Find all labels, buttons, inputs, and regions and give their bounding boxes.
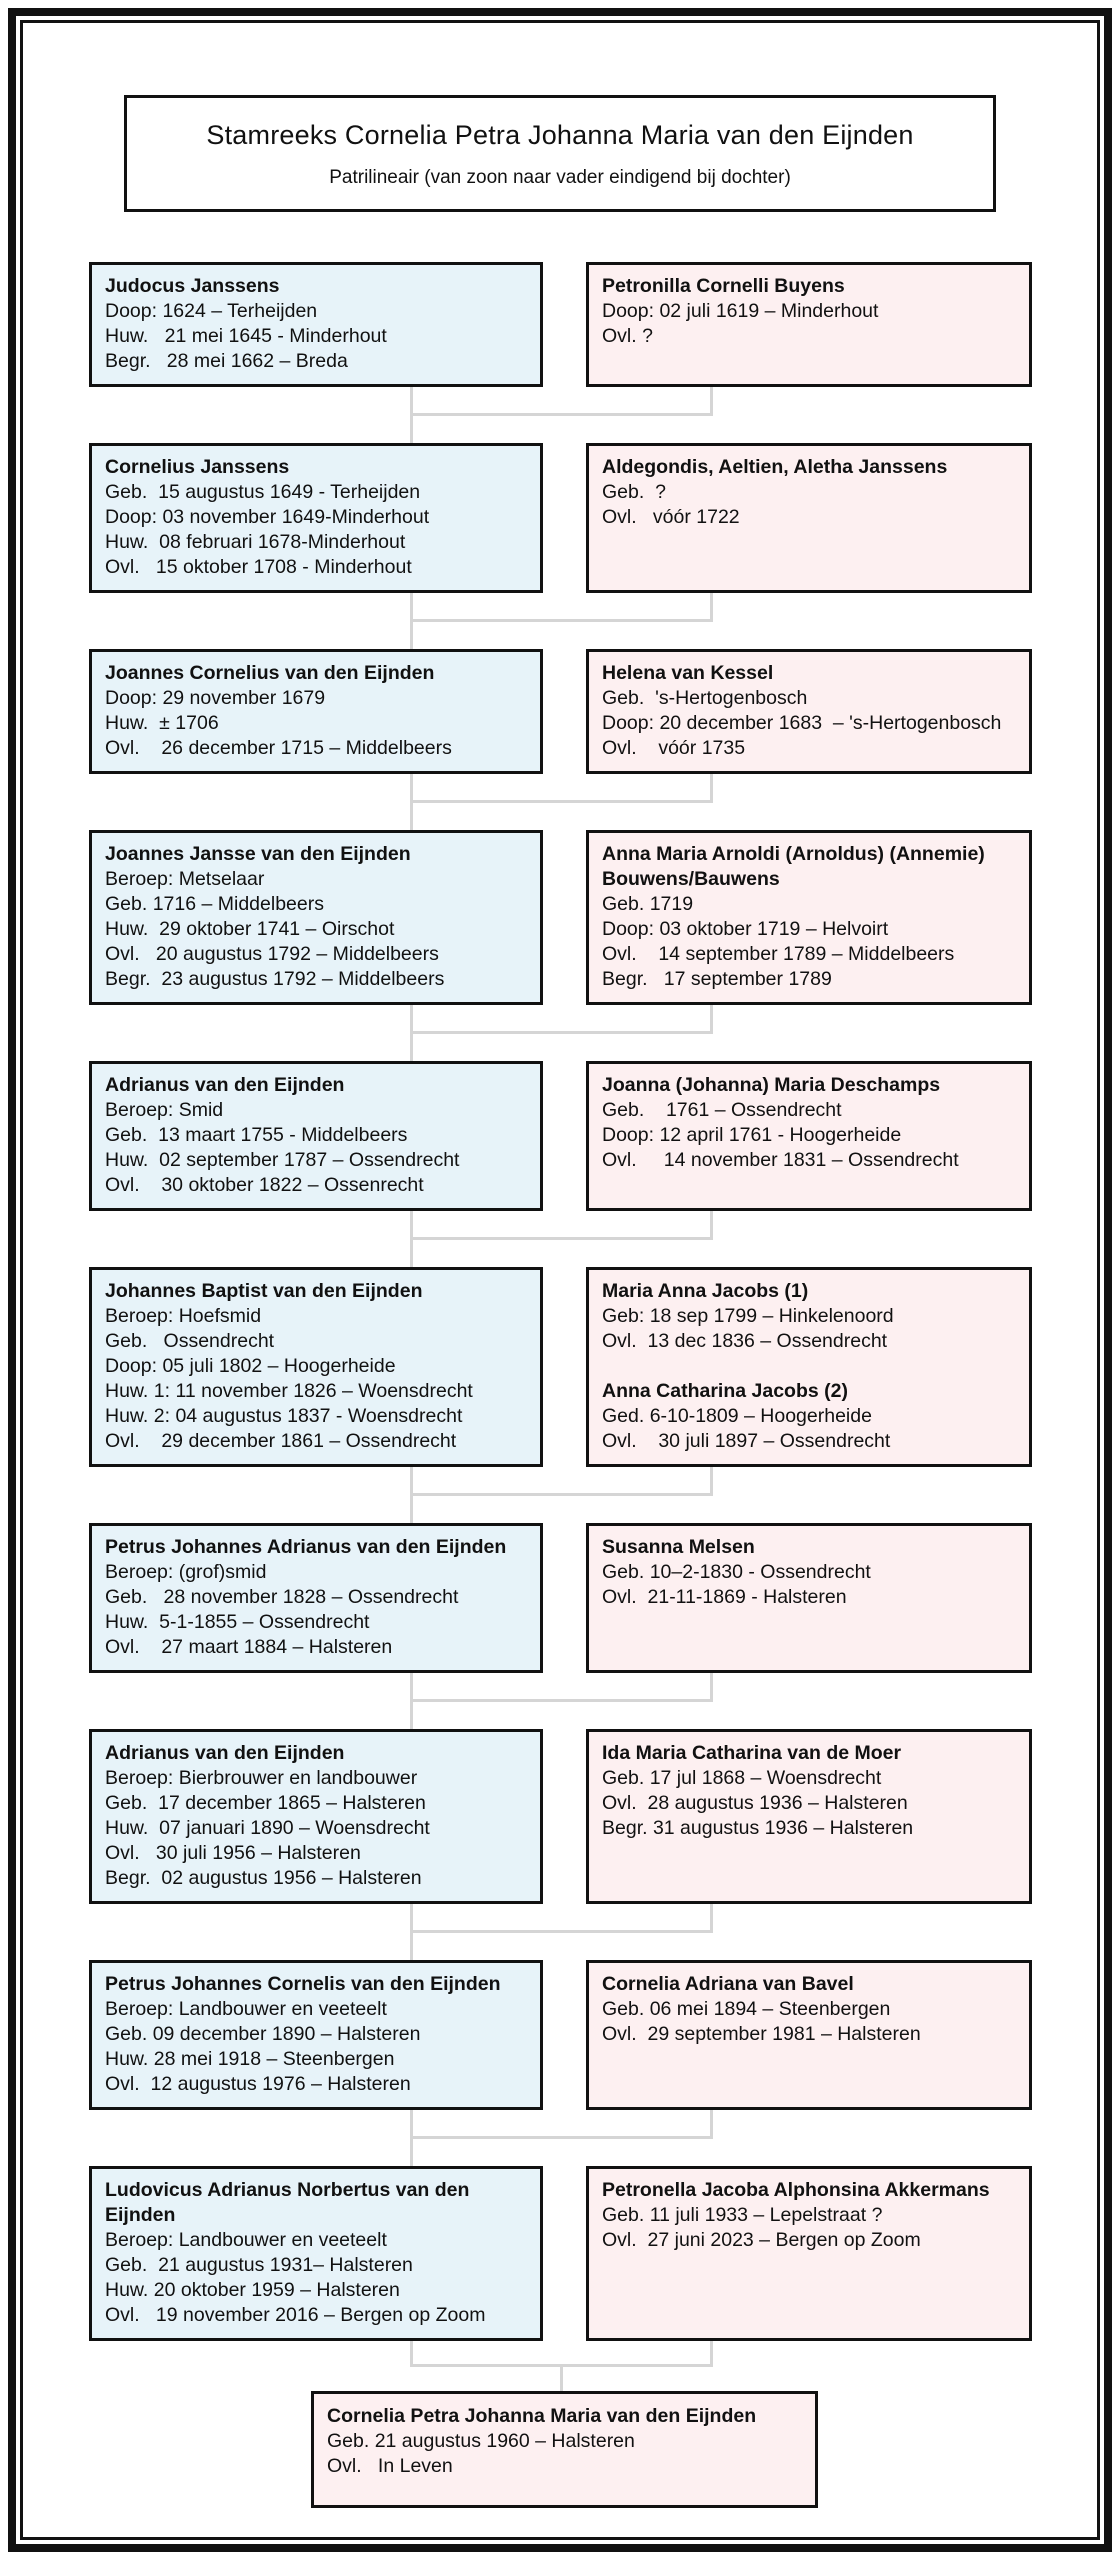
person-segment [105, 1972, 527, 2097]
person-detail-line: Ovl. 29 september 1981 – Halsteren [602, 2023, 921, 2045]
person-detail-line: Huw. 2: 04 augustus 1837 - Woensdrecht [105, 1405, 463, 1427]
person-detail-line: Ovl. 14 november 1831 – Ossendrecht [602, 1149, 959, 1171]
mother-box [586, 830, 1032, 1005]
mother-box [586, 1729, 1032, 1904]
person-name: Helena van Kessel [602, 662, 774, 684]
person-name: Cornelia Petra Johanna Maria van den Eijnden [327, 2405, 757, 2427]
person-segment [105, 455, 527, 580]
generation-connector-line [89, 2110, 1032, 2166]
father-box [89, 1960, 543, 2110]
generation-row [89, 443, 1032, 593]
person-detail-line: Ged. 6-10-1809 – Hoogerheide [602, 1405, 872, 1427]
person-detail-line: Beroep: Metselaar [105, 868, 265, 890]
person-name: Petrus Johannes Cornelis van den Eijnden [105, 1973, 501, 1995]
generation-connector-line [89, 774, 1032, 830]
person-name: Petronilla Cornelli Buyens [602, 275, 845, 297]
person-name: Judocus Janssens [105, 275, 280, 297]
person-detail-line: Huw. 28 mei 1918 – Steenbergen [105, 2048, 395, 2070]
person-detail-line: Ovl. ? [602, 325, 653, 347]
couple-join-line [410, 1930, 713, 1933]
person-segment [602, 455, 1016, 530]
chart-title-box [124, 95, 996, 212]
person-detail-line: Ovl. 29 december 1861 – Ossendrecht [105, 1430, 457, 1452]
person-detail-line: Ovl. 15 oktober 1708 - Minderhout [105, 556, 412, 578]
person-segment [105, 1073, 527, 1198]
person-detail-line: Geb. 21 augustus 1960 – Halsteren [327, 2430, 635, 2452]
mother-line [710, 1673, 713, 1701]
person-segment [602, 1535, 1016, 1610]
mother-box [586, 1267, 1032, 1467]
person-detail-line: Ovl. 14 september 1789 – Middelbeers [602, 943, 955, 965]
person-detail-line: Geb. 13 maart 1755 - Middelbeers [105, 1124, 408, 1146]
person-segment [602, 842, 1016, 992]
inner-frame [20, 20, 1100, 2540]
page-subtitle: Patrilineair (van zoon naar vader eindigend bij dochter) [329, 167, 791, 188]
person-detail-line: Doop: 03 oktober 1719 – Helvoirt [602, 918, 889, 940]
person-detail-line: Huw. 07 januari 1890 – Woensdrecht [105, 1817, 430, 1839]
person-name: Adrianus van den Eijnden [105, 1074, 345, 1096]
person-detail-line: Ovl. 30 juli 1956 – Halsteren [105, 1842, 361, 1864]
person-segment [105, 1279, 527, 1454]
person-name: Joannes Jansse van den Eijnden [105, 843, 411, 865]
person-detail-line: Geb. 11 juli 1933 – Lepelstraat ? [602, 2204, 883, 2226]
couple-join-line [410, 413, 713, 416]
generation-row [89, 1729, 1032, 1904]
generation-connector-line [89, 593, 1032, 649]
person-name: Adrianus van den Eijnden [105, 1742, 345, 1764]
person-detail-line: Begr. 28 mei 1662 – Breda [105, 350, 348, 372]
person-detail-line: Geb. 06 mei 1894 – Steenbergen [602, 1998, 891, 2020]
mother-box [586, 649, 1032, 774]
person-detail-line: Begr. 02 augustus 1956 – Halsteren [105, 1867, 422, 1889]
person-detail-line: Geb: 18 sep 1799 – Hinkelenoord [602, 1305, 894, 1327]
generation-row [89, 2166, 1032, 2341]
person-segment [327, 2404, 802, 2479]
person-name: Joannes Cornelius van den Eijnden [105, 662, 435, 684]
person-detail-line: Huw. 1: 11 november 1826 – Woensdrecht [105, 1380, 473, 1402]
couple-join-line [410, 2136, 713, 2139]
person-detail-line: Huw. 29 oktober 1741 – Oirschot [105, 918, 395, 940]
person-detail-line: Geb. 21 augustus 1931– Halsteren [105, 2254, 413, 2276]
father-box [89, 830, 543, 1005]
person-detail-line: Geb. 1761 – Ossendrecht [602, 1099, 842, 1121]
person-detail-line: Geb. 1719 [602, 893, 694, 915]
mother-line [710, 1467, 713, 1495]
person-detail-line: Begr. 23 augustus 1792 – Middelbeers [105, 968, 445, 990]
generation-row [89, 1960, 1032, 2110]
person-detail-line: Geb. 's-Hertogenbosch [602, 687, 808, 709]
person-segment [602, 1379, 1016, 1454]
father-box [89, 649, 543, 774]
person-detail-line: Doop: 20 december 1683 – 's-Hertogenbosch [602, 712, 1002, 734]
father-box [89, 2166, 543, 2341]
person-detail-line: Beroep: (grof)smid [105, 1561, 267, 1583]
person-detail-line: Doop: 12 april 1761 - Hoogerheide [602, 1124, 902, 1146]
generation-connector-line [89, 1673, 1032, 1729]
person-segment [105, 1741, 527, 1891]
person-detail-line: Ovl. 26 december 1715 – Middelbeers [105, 737, 452, 759]
page-title: Stamreeks Cornelia Petra Johanna Maria van den Eijnden [206, 120, 914, 150]
person-detail-line: Beroep: Smid [105, 1099, 224, 1121]
person-detail-line: Ovl. 19 november 2016 – Bergen op Zoom [105, 2304, 486, 2326]
person-segment [602, 1972, 1016, 2047]
person-detail-line: Geb. 10–2-1830 - Ossendrecht [602, 1561, 871, 1583]
child-drop-line [560, 2364, 563, 2391]
person-detail-line: Huw. 20 oktober 1959 – Halsteren [105, 2279, 400, 2301]
mother-line [710, 2341, 713, 2366]
person-detail-line: Geb. 09 december 1890 – Halsteren [105, 2023, 421, 2045]
person-segment [105, 1535, 527, 1660]
person-name: Anna Catharina Jacobs (2) [602, 1380, 848, 1402]
person-name: Joanna (Johanna) Maria Deschamps [602, 1074, 941, 1096]
person-detail-line: Beroep: Landbouwer en veeteelt [105, 1998, 387, 2020]
person-detail-line: Ovl. 28 augustus 1936 – Halsteren [602, 1792, 908, 1814]
mother-line [710, 2110, 713, 2138]
person-segment [602, 2178, 1016, 2253]
person-detail-line: Geb. 1716 – Middelbeers [105, 893, 324, 915]
person-name: Cornelia Adriana van Bavel [602, 1973, 854, 1995]
person-detail-line: Ovl. 27 maart 1884 – Halsteren [105, 1636, 393, 1658]
outer-frame [8, 8, 1112, 2552]
person-name: Aldegondis, Aeltien, Aletha Janssens [602, 456, 948, 478]
mother-box [586, 1523, 1032, 1673]
person-detail-line: Beroep: Hoefsmid [105, 1305, 262, 1327]
couple-join-line [410, 1031, 713, 1034]
person-detail-line: Begr. 31 augustus 1936 – Halsteren [602, 1817, 914, 1839]
person-detail-line: Doop: 29 november 1679 [105, 687, 326, 709]
generation-row [89, 649, 1032, 774]
mother-line [710, 1904, 713, 1932]
mother-line [710, 1005, 713, 1033]
generation-connector-line [89, 387, 1032, 443]
person-segment [602, 1279, 1016, 1354]
person-detail-line: Huw. 02 september 1787 – Ossendrecht [105, 1149, 460, 1171]
person-detail-line: Ovl. 30 juli 1897 – Ossendrecht [602, 1430, 891, 1452]
person-detail-line: Doop: 03 november 1649-Minderhout [105, 506, 430, 528]
person-detail-line: Geb. 28 november 1828 – Ossendrecht [105, 1586, 459, 1608]
person-detail-line: Ovl. vóór 1735 [602, 737, 746, 759]
person-detail-line: Geb. Ossendrecht [105, 1330, 275, 1352]
person-segment [105, 2178, 527, 2328]
person-detail-line: Ovl. 21-11-1869 - Halsteren [602, 1586, 847, 1608]
person-name: Susanna Melsen [602, 1536, 755, 1558]
person-segment [602, 274, 1016, 349]
generation-row [89, 1061, 1032, 1211]
person-detail-line: Ovl. 13 dec 1836 – Ossendrecht [602, 1330, 888, 1352]
couple-join-line [410, 619, 713, 622]
generation-row [89, 1267, 1032, 1467]
father-box [89, 1523, 543, 1673]
mother-box [586, 443, 1032, 593]
father-line [410, 2341, 413, 2366]
person-name: Johannes Baptist van den Eijnden [105, 1280, 423, 1302]
generation-connector-line [89, 1467, 1032, 1523]
generation-row [89, 262, 1032, 387]
mother-box [586, 2166, 1032, 2341]
person-detail-line: Huw. ± 1706 [105, 712, 219, 734]
mother-line [710, 1211, 713, 1239]
couple-join-line [410, 1237, 713, 1240]
person-segment [602, 661, 1016, 761]
generations-container [23, 262, 1097, 2508]
father-box [89, 262, 543, 387]
mother-line [710, 593, 713, 621]
daughter-box [311, 2391, 818, 2508]
person-detail-line: Huw. 5-1-1855 – Ossendrecht [105, 1611, 370, 1633]
person-segment [105, 661, 527, 761]
person-detail-line: Doop: 1624 – Terheijden [105, 300, 318, 322]
couple-join-line [410, 1699, 713, 1702]
person-segment [602, 1741, 1016, 1841]
person-detail-line: Doop: 02 juli 1619 – Minderhout [602, 300, 879, 322]
person-detail-line: Ovl. 27 juni 2023 – Bergen op Zoom [602, 2229, 921, 2251]
father-box [89, 1729, 543, 1904]
person-name: Ludovicus Adrianus Norbertus van den Eijnden [105, 2179, 475, 2226]
couple-join-line [410, 800, 713, 803]
person-detail-line: Ovl. vóór 1722 [602, 506, 740, 528]
person-detail-line: Ovl. 20 augustus 1792 – Middelbeers [105, 943, 439, 965]
generation-row [89, 1523, 1032, 1673]
mother-box [586, 262, 1032, 387]
person-detail-line: Ovl. 30 oktober 1822 – Ossenrecht [105, 1174, 424, 1196]
person-segment [105, 842, 527, 992]
person-detail-line: Huw. 21 mei 1645 - Minderhout [105, 325, 387, 347]
person-detail-line: Geb. 17 jul 1868 – Woensdrecht [602, 1767, 882, 1789]
person-detail-line: Ovl. 12 augustus 1976 – Halsteren [105, 2073, 411, 2095]
person-name: Anna Maria Arnoldi (Arnoldus) (Annemie) Bouwens/Bauwens [602, 843, 991, 890]
person-segment [105, 274, 527, 374]
person-detail-line: Beroep: Bierbrouwer en landbouwer [105, 1767, 418, 1789]
person-detail-line: Huw. 08 februari 1678-Minderhout [105, 531, 406, 553]
person-detail-line: Geb. 15 augustus 1649 - Terheijden [105, 481, 421, 503]
mother-line [710, 774, 713, 802]
father-box [89, 1267, 543, 1467]
generation-connector-line [89, 1005, 1032, 1061]
person-name: Maria Anna Jacobs (1) [602, 1280, 809, 1302]
person-detail-line: Begr. 17 september 1789 [602, 968, 832, 990]
father-box [89, 443, 543, 593]
generation-connector-line [89, 1904, 1032, 1960]
person-name: Ida Maria Catharina van de Moer [602, 1742, 902, 1764]
person-segment [602, 1073, 1016, 1173]
couple-to-child-connector [89, 2341, 1032, 2391]
father-box [89, 1061, 543, 1211]
mother-box [586, 1960, 1032, 2110]
person-detail-line: Geb. 17 december 1865 – Halsteren [105, 1792, 426, 1814]
person-name: Petronella Jacoba Alphonsina Akkermans [602, 2179, 990, 2201]
mother-box [586, 1061, 1032, 1211]
generation-row [89, 830, 1032, 1005]
mother-line [710, 387, 713, 415]
person-name: Petrus Johannes Adrianus van den Eijnden [105, 1536, 507, 1558]
person-detail-line: Ovl. In Leven [327, 2455, 453, 2477]
generation-connector-line [89, 1211, 1032, 1267]
person-name: Cornelius Janssens [105, 456, 290, 478]
person-detail-line: Geb. ? [602, 481, 666, 503]
couple-join-line [410, 1493, 713, 1496]
person-detail-line: Doop: 05 juli 1802 – Hoogerheide [105, 1355, 396, 1377]
person-detail-line: Beroep: Landbouwer en veeteelt [105, 2229, 387, 2251]
